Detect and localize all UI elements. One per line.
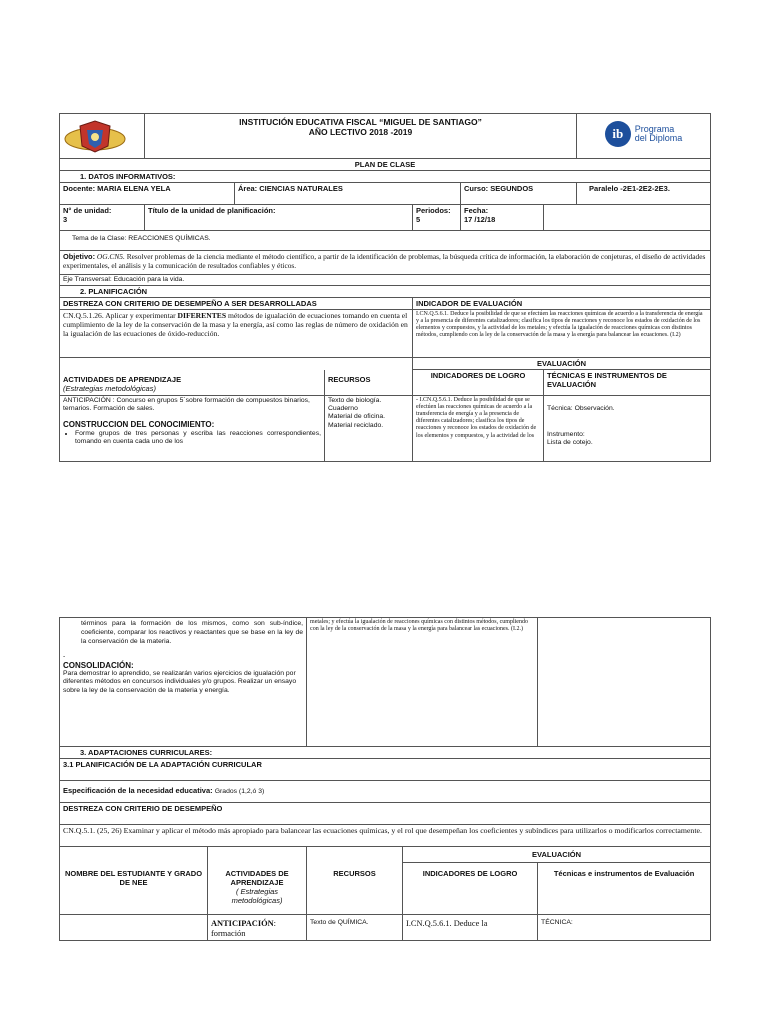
titulo-unidad-cell: Título de la unidad de planificación: xyxy=(145,205,413,231)
col-actividades-header xyxy=(208,863,307,915)
section2-title: 2. PLANIFICACIÓN xyxy=(60,286,711,298)
blank-a xyxy=(60,847,208,863)
objetivo-code: OG.CN5. xyxy=(96,252,125,261)
school-year: AÑO LECTIVO 2018 -2019 xyxy=(308,127,413,138)
eje-cell: Eje Transversal: Educación para la vida. xyxy=(60,275,711,286)
evaluacion-header: EVALUACIÓN xyxy=(413,358,711,370)
row-recursos: Texto de QUÍMICA. xyxy=(307,915,403,941)
indicadores-logro-header: INDICADORES DE LOGRO xyxy=(413,370,544,396)
school-crest-icon xyxy=(60,118,130,156)
tecnicas-header: TÉCNICAS E INSTRUMENTOS DE EVALUACIÓN xyxy=(544,370,711,396)
logro-cont-text: metales; y efectúa la igualación de reacciones químicas con distintos métodos, cumpliendo con la ley de la conservación de la masa y la energía para balancear las ecuaciones. (I.2.) xyxy=(310,619,528,633)
actividades-cont-cell xyxy=(60,618,307,747)
col-actividades-sub: ( Estrategias metodológicas) xyxy=(231,886,283,905)
paralelo-cell: Paralelo -2E1-2E2-2E3. xyxy=(577,183,711,205)
destreza-nee-header: DESTREZA CON CRITERIO DE DESEMPEÑO xyxy=(60,803,711,825)
tecnica-label: Técnica: Observación. xyxy=(547,405,615,413)
logro-cont-cell xyxy=(307,618,538,747)
consolidacion-text: Para demostrar lo aprendido, se realizarán varios ejercicios de igualación por diferentes métodos en concursos individuales y/o grupos. Realizar un ensayo sobre la ley de la conservación de la materia y energía. xyxy=(63,670,297,694)
anticipacion-text: ANTICIPACIÓN : Concurso en grupos 5´sobre formación de compuestos binarios, ternarios. Formación de sales. xyxy=(63,397,310,413)
actividades-sub: (Estrategias metodológicas) xyxy=(63,383,156,393)
periodos-label: Periodos: xyxy=(416,206,451,215)
evaluacion-nee-header: EVALUACIÓN xyxy=(403,847,711,863)
col-tecnicas-header: Técnicas e instrumentos de Evaluación xyxy=(538,863,711,915)
tema-cell: Tema de la Clase: REACCIONES QUÍMICAS. xyxy=(60,231,711,251)
fecha-value: 17 /12/18 xyxy=(464,215,496,224)
objetivo-label: Objetivo: xyxy=(63,252,96,261)
col-recursos-header: RECURSOS xyxy=(307,863,403,915)
row-nombre xyxy=(60,915,208,941)
plan-table-page1 xyxy=(59,113,711,462)
ib-logo-cell xyxy=(577,114,711,159)
row-anticipacion-label: ANTICIPACIÓN xyxy=(211,919,274,928)
row-anticipacion-rest: : formación xyxy=(211,919,276,939)
unidad-label: N° de unidad: xyxy=(63,206,112,215)
blank-eval-left xyxy=(60,358,413,370)
plan-table-page2 xyxy=(59,617,711,941)
empty-tecnicas-cont xyxy=(538,618,711,747)
destreza-nee-text: CN.Q.5.1. (25, 26) Examinar y aplicar el método más apropiado para balancear las ecuaciones químicas, y el rol que desempeñan los coeficientes y subíndices para utilizarlos o modificarlos correctamente. xyxy=(60,825,711,847)
area-cell: Área: CIENCIAS NATURALES xyxy=(235,183,461,205)
logro-cell: - I.CN.Q.5.6.1. Deduce la posibilidad de que se efectúen las reacciones químicas de acuerdo a la transferencia de energía y a la presencia de diferentes catalizadores; clasifica los tipos de reacciones y reconoce los estados de oxidación de los elementos y compuestos, y la actividad de los xyxy=(413,396,544,462)
instrumento-label: Instrumento: xyxy=(547,431,585,439)
curso-cell: Curso: SEGUNDOS xyxy=(461,183,577,205)
destreza-header: DESTREZA CON CRITERIO DE DESEMPEÑO A SER DESARROLLADAS xyxy=(60,298,413,310)
destreza-bold: DIFERENTES xyxy=(177,311,227,321)
actividades-cell xyxy=(60,396,325,462)
destreza-cell xyxy=(60,310,413,358)
consolidacion-title: CONSOLIDACIÓN: xyxy=(63,660,134,670)
fecha-cell xyxy=(461,205,544,231)
blank-c xyxy=(307,847,403,863)
school-logo xyxy=(60,114,145,159)
school-name: INSTITUCIÓN EDUCATIVA FISCAL “MIGUEL DE SANTIAGO” xyxy=(239,117,482,127)
ib-diploma-label: del Diploma xyxy=(634,133,683,143)
tecnicas-cell xyxy=(544,396,711,462)
recurso-item: Material de oficina. xyxy=(328,413,386,421)
actividades-label: ACTIVIDADES DE APRENDIZAJE xyxy=(63,374,182,384)
dash: - xyxy=(63,652,66,660)
objetivo-cell xyxy=(60,251,711,275)
indicador-cell: I.CN.Q.5.6.1. Deduce la posibilidad de que se efectúen las reacciones químicas de acuerdo a la transferencia de energía y a la presencia de diferentes catalizadores; clasifica los tipos de reacciones y reconoce los estados de oxidación de los elementos y compuestos, y la actividad de los metales; y efectúa la igualación de reacciones químicas con distintos métodos, cumpliendo con la ley de la conservación de la masa y la energía para balancear las ecuaciones. (I.2) xyxy=(413,310,711,358)
ib-program-label: Programa xyxy=(634,123,675,134)
section1-title: 1. DATOS INFORMATIVOS: xyxy=(60,171,711,183)
unidad-cell xyxy=(60,205,145,231)
row-tecnica: TÉCNICA: xyxy=(538,915,711,941)
section31-title: 3.1 PLANIFICACIÓN DE LA ADAPTACIÓN CURRICULAR xyxy=(60,759,711,781)
periodos-cell xyxy=(413,205,461,231)
section3-title: 3. ADAPTACIONES CURRICULARES: xyxy=(60,747,711,759)
unidad-value: 3 xyxy=(63,215,68,224)
especificacion-value: Grados (1,2,ó 3) xyxy=(214,788,265,795)
recurso-item: Texto de biología. xyxy=(328,397,382,405)
row-actividades xyxy=(208,915,307,941)
col-indicadores-header: INDICADORES DE LOGRO xyxy=(403,863,538,915)
col-nombre-header: NOMBRE DEL ESTUDIANTE Y GRADO DE NEE xyxy=(60,863,208,915)
col-actividades-label: ACTIVIDADES DE APRENDIZAJE xyxy=(225,868,289,887)
actividades-header xyxy=(60,370,325,396)
plan-title: PLAN DE CLASE xyxy=(60,159,711,171)
empty-cell xyxy=(544,205,711,231)
ib-logo-icon: ib xyxy=(605,121,631,147)
row-indicador: I.CN.Q.5.6.1. Deduce la xyxy=(403,915,538,941)
objetivo-text: Resolver problemas de la ciencia mediante el método científico, a partir de la identificación de problemas, la búsqueda crítica de información, la elaboración de conjeturas, el diseño de actividades experimentales, el análisis y la comunicación de resultados confiables y éticos. xyxy=(63,252,706,270)
docente-cell: Docente: MARIA ELENA YELA xyxy=(60,183,235,205)
destreza-pre: CN.Q.5.1.26. Aplicar y experimentar xyxy=(63,311,176,321)
fecha-label: Fecha: xyxy=(464,206,489,215)
recursos-cell xyxy=(325,396,413,462)
lista-label: Lista de cotejo. xyxy=(547,439,593,447)
especificacion-cell xyxy=(60,781,711,803)
blank-b xyxy=(208,847,307,863)
destreza-post: métodos de igualación de ecuaciones tomando en cuenta el cumplimiento de la ley de la conservación de la masa y la energía, así como las reglas de número de oxidación en la igualación de las ecuaciones de óxido-reducción. xyxy=(63,311,408,339)
continuacion-text: términos para la formación de los mismos, como son sub-índice, coeficiente, comparar los reactivos y reactantes que se base en la ley de la conservación de la materia. xyxy=(81,620,304,646)
construccion-title: CONSTRUCCION DEL CONOCIMIENTO: xyxy=(63,420,215,430)
periodos-value: 5 xyxy=(416,215,421,224)
indicador-header: INDICADOR DE EVALUACIÓN xyxy=(413,298,711,310)
recurso-item: Cuaderno xyxy=(328,405,358,413)
especificacion-label: Especificación de la necesidad educativa: xyxy=(63,786,213,795)
recursos-header: RECURSOS xyxy=(325,370,413,396)
recurso-item: Material reciclado. xyxy=(328,421,384,429)
construccion-bullet: • Forme grupos de tres personas y escriba las reacciones correspondientes, tomando en cuenta cada uno de los xyxy=(75,430,321,446)
school-title-cell xyxy=(145,114,577,159)
